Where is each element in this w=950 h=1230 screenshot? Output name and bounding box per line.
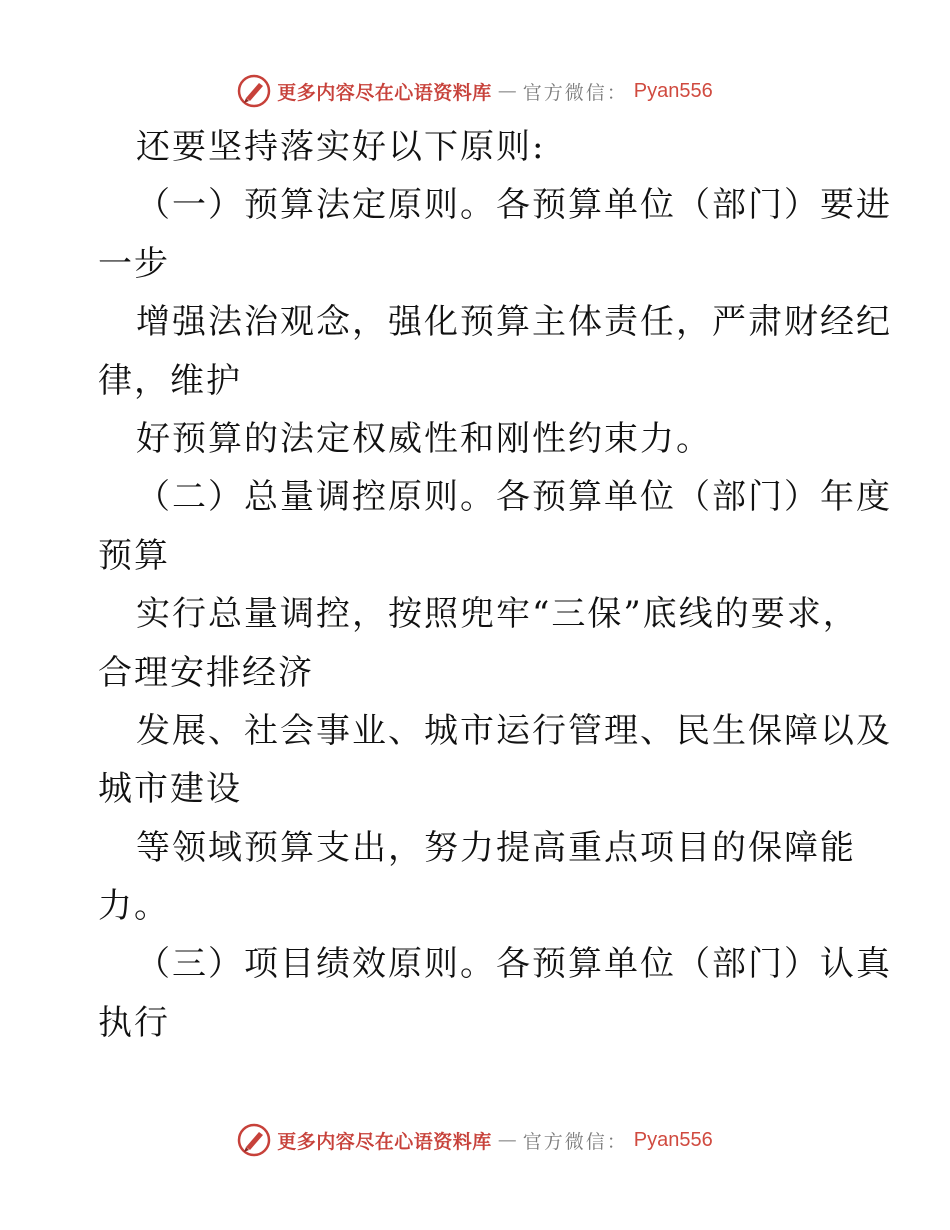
banner-site-text: 更多内容尽在心语资料库 (277, 81, 492, 104)
paragraph-line: 一步 (98, 243, 170, 284)
paragraph-line: 执行 (98, 1002, 170, 1043)
paragraph-line: （一）预算法定原则。各预算单位（部门）要进 (136, 185, 892, 226)
document-body (98, 118, 892, 1052)
banner-wechat-id: Pyan556 (633, 1128, 713, 1151)
header-watermark-banner (0, 71, 950, 111)
paragraph-line: （二）总量调控原则。各预算单位（部门）年度 (136, 477, 892, 518)
paragraph-line: 还要坚持落实好以下原则: (136, 127, 546, 167)
banner-wechat-label: 官方微信： (522, 81, 628, 104)
footer-watermark-banner (0, 1120, 950, 1160)
paragraph-line: 实行总量调控，按照兜牢“三保”底线的要求， (136, 594, 859, 635)
paragraph-line: 等领域预算支出，努力提高重点项目的保障能 (136, 827, 856, 868)
paragraph-line: 力。 (98, 886, 170, 927)
paragraph-line: 发展、社会事业、城市运行管理、民生保障以及 (136, 710, 892, 751)
paragraph-line: 预算 (98, 535, 170, 576)
paragraph-line: 律，维护 (98, 360, 242, 401)
quill-pen-logo-icon (237, 74, 271, 108)
paragraph-line: 增强法治观念，强化预算主体责任，严肃财经纪 (136, 302, 892, 343)
paragraph-line: 合理安排经济 (98, 652, 314, 693)
banner-separator: — (497, 80, 517, 102)
banner-wechat-id: Pyan556 (633, 79, 713, 102)
banner-wechat-label: 官方微信： (522, 1130, 628, 1153)
banner-separator: — (497, 1129, 517, 1151)
banner-site-text: 更多内容尽在心语资料库 (277, 1130, 492, 1153)
paragraph-line: 城市建设 (98, 769, 242, 810)
paragraph-line: （三）项目绩效原则。各预算单位（部门）认真 (136, 944, 892, 985)
quill-pen-logo-icon (237, 1123, 271, 1157)
paragraph-line: 好预算的法定权威性和刚性约束力。 (136, 418, 712, 459)
